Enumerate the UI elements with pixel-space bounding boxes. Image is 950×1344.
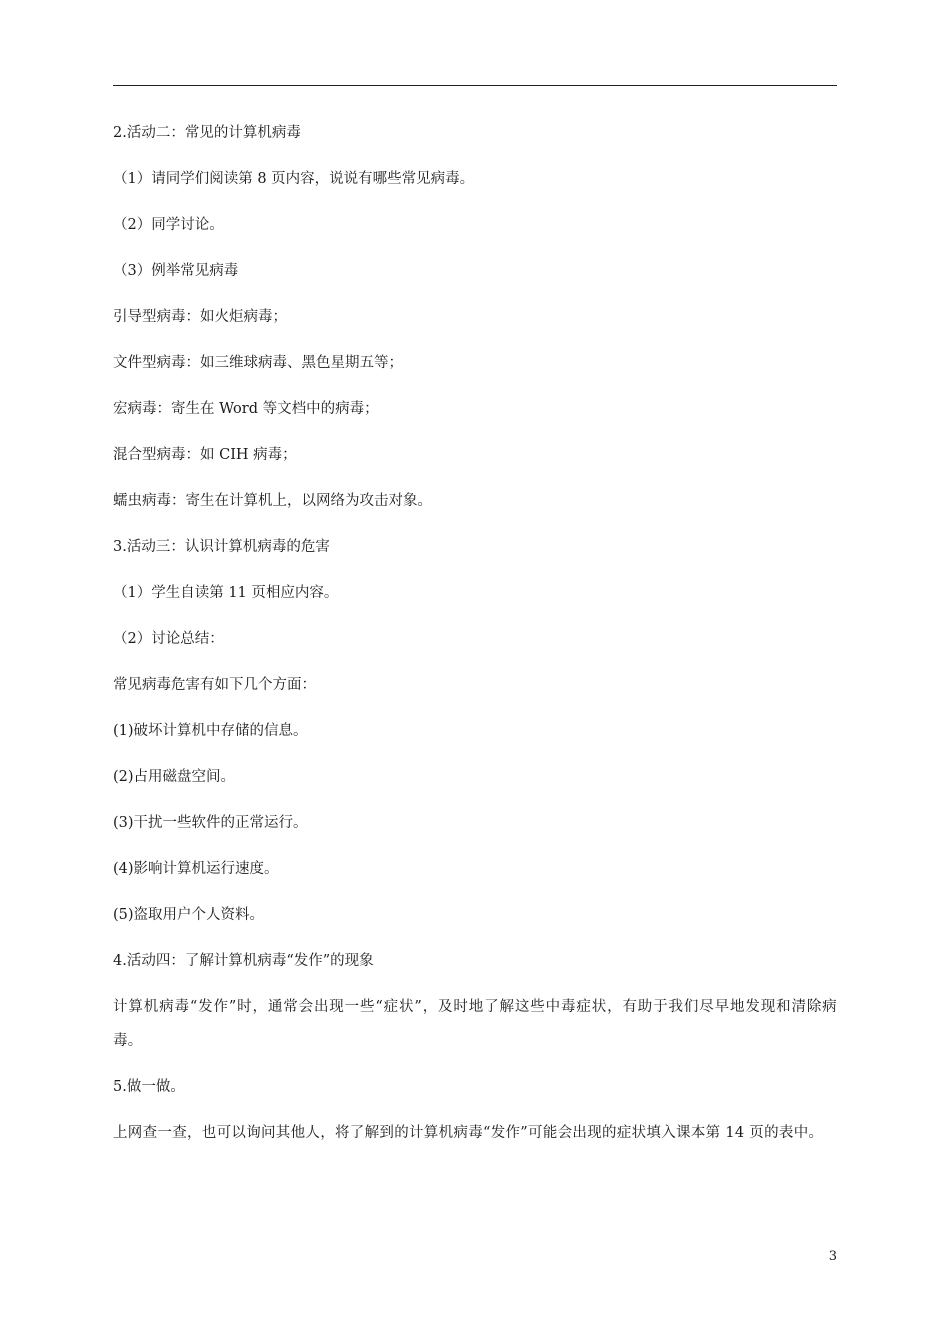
virus-type-item: 蠕虫病毒：寄生在计算机上，以网络为攻击对象。: [113, 493, 432, 509]
harm-item: (4)影响计算机运行速度。: [113, 861, 279, 877]
header-rule: [113, 85, 837, 86]
harm-item: (5)盗取用户个人资料。: [113, 907, 265, 923]
virus-type-item: 混合型病毒：如 CIH 病毒；: [113, 447, 297, 463]
virus-type-item: 文件型病毒：如三维球病毒、黑色星期五等；: [113, 355, 403, 371]
heading-activity-3: 3.活动三：认识计算机病毒的危害: [113, 539, 330, 555]
page-number: 3: [828, 1249, 837, 1264]
harm-item: (2)占用磁盘空间。: [113, 769, 236, 785]
virus-type-item: 宏病毒：寄生在 Word 等文档中的病毒；: [113, 401, 379, 417]
text-line: （1）请同学们阅读第 8 页内容，说说有哪些常见病毒。: [113, 171, 475, 187]
text-line: （2）同学讨论。: [113, 217, 224, 233]
virus-type-item: 引导型病毒：如火炬病毒；: [113, 309, 287, 325]
paragraph-symptoms: 计算机病毒“发作”时，通常会出现一些“症状”，及时地了解这些中毒症状，有助于我们尽早地发现和清除病毒。: [113, 999, 837, 1049]
harm-item: (1)破坏计算机中存储的信息。: [113, 723, 308, 739]
text-line: （2）讨论总结：: [113, 631, 224, 647]
text-line: （1）学生自读第 11 页相应内容。: [113, 585, 339, 601]
document-body: [113, 122, 837, 1168]
heading-activity-4: 4.活动四：了解计算机病毒“发作”的现象: [113, 953, 374, 969]
heading-activity-2: 2.活动二：常见的计算机病毒: [113, 125, 301, 141]
heading-do-it: 5.做一做。: [113, 1079, 185, 1095]
text-line: （3）例举常见病毒: [113, 263, 239, 279]
paragraph-task: 上网查一查，也可以询问其他人，将了解到的计算机病毒“发作”可能会出现的症状填入课本第 14 页的表中。: [113, 1125, 824, 1141]
harm-item: (3)干扰一些软件的正常运行。: [113, 815, 308, 831]
text-line: 常见病毒危害有如下几个方面：: [113, 677, 316, 693]
